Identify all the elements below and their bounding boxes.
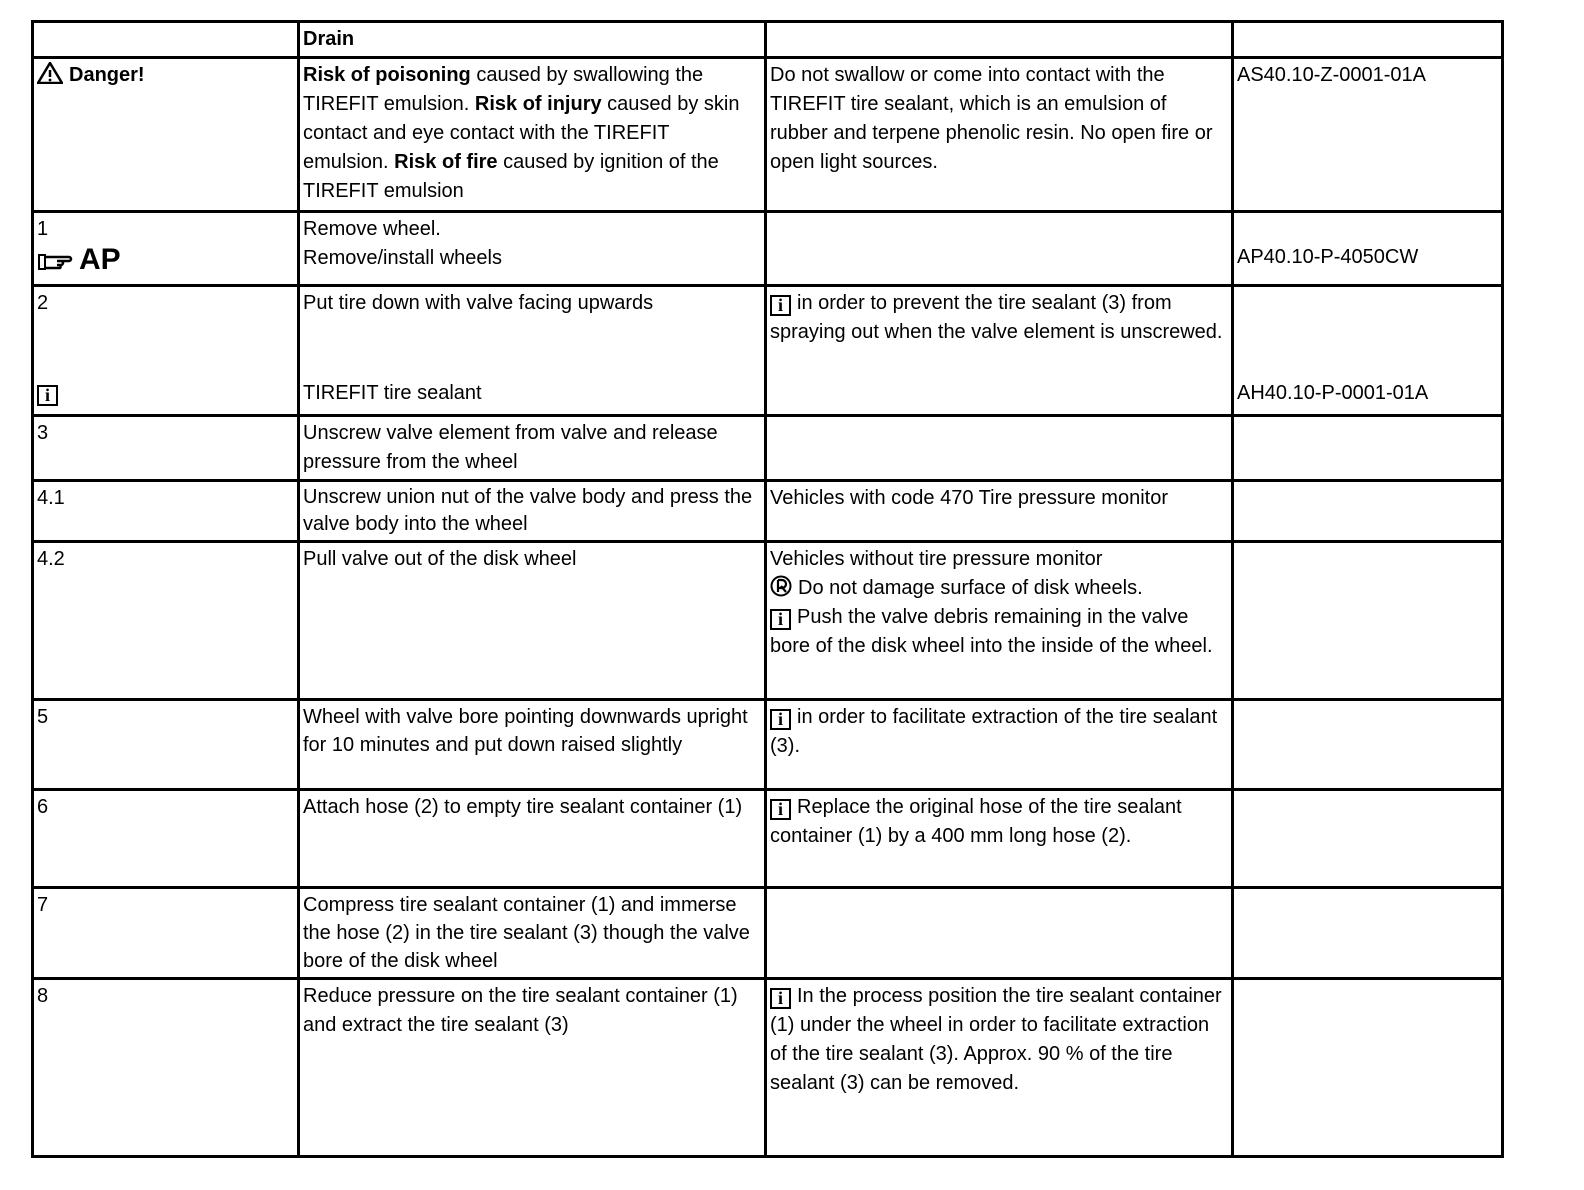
step-note-empty: [766, 212, 1233, 286]
risk-fire: Risk of fire: [394, 151, 498, 173]
danger-ref: AS40.10-Z-0001-01A: [1233, 58, 1503, 212]
step-text: Reduce pressure on the tire sealant container (1) and extract the tire sealant (3): [299, 979, 766, 1157]
step-ref-empty: [1233, 481, 1503, 542]
risk-poisoning: Risk of poisoning: [303, 64, 471, 86]
step-note: [766, 286, 1233, 416]
step-note-line-2: Do not damage surface of disk wheels.: [798, 577, 1143, 599]
step-number: 8: [33, 979, 299, 1157]
danger-note: Do not swallow or come into contact with the TIREFIT tire sealant, which is an emulsion of rubber and terpene phenolic resin. No open fire or open light sources.: [766, 58, 1233, 212]
step-note-line-3: Push the valve debris remaining in the valve bore of the disk wheel into the inside of the wheel.: [770, 606, 1213, 657]
step-row-8: [33, 979, 1503, 1157]
danger-label-cell: [33, 58, 299, 212]
danger-label: Danger!: [69, 64, 145, 86]
info-icon: i: [770, 295, 791, 316]
step-note: [766, 542, 1233, 700]
risk-poisoning-text: caused by swallowing the TIREFIT emulsion.: [303, 64, 704, 115]
step-number: 3: [33, 416, 299, 481]
info-icon: i: [770, 988, 791, 1009]
step-row-4-1: [33, 481, 1503, 542]
step-note-empty: [766, 416, 1233, 481]
step-ref-empty: [1233, 542, 1503, 700]
step-note-line-1: Vehicles without tire pressure monitor: [770, 548, 1103, 570]
risk-fire-text: caused by ignition of the TIREFIT emulsion: [303, 151, 719, 202]
step-number-cell: [33, 286, 299, 416]
step-link-tirefit[interactable]: TIREFIT tire sealant: [303, 382, 482, 404]
step-ref-empty: [1233, 700, 1503, 790]
step-ref-empty: [1233, 979, 1503, 1157]
step-note: [766, 700, 1233, 790]
step-note-text: in order to prevent the tire sealant (3) from spraying out when the valve element is unscrewed.: [770, 292, 1223, 343]
step-note-text: in order to facilitate extraction of the tire sealant (3).: [770, 706, 1218, 757]
header-empty-1: [33, 22, 299, 58]
step-text: Wheel with valve bore pointing downwards upright for 10 minutes and put down raised slightly: [299, 700, 766, 790]
step-text: Unscrew valve element from valve and release pressure from the wheel: [299, 416, 766, 481]
step-note: [766, 790, 1233, 888]
ref-link[interactable]: AP40.10-P-4050CW: [1237, 246, 1419, 268]
danger-risks: [299, 58, 766, 212]
step-number: 5: [33, 700, 299, 790]
step-row-4-2: [33, 542, 1503, 700]
procedure-table: [31, 20, 1504, 1158]
step-note-text: In the process position the tire sealant container (1) under the wheel in order to facilitate extraction of the tire sealant (3). Approx. 90 % of the tire sealant (3) can be removed.: [770, 985, 1222, 1094]
step-number-cell: [33, 212, 299, 286]
step-text-line-1: Put tire down with valve facing upwards: [303, 292, 654, 314]
info-icon: i: [770, 609, 791, 630]
step-ref-empty: [1233, 790, 1503, 888]
step-number: 7: [33, 888, 299, 979]
ref-link[interactable]: AH40.10-P-0001-01A: [1237, 382, 1429, 404]
step-text: Compress tire sealant container (1) and immerse the hose (2) in the tire sealant (3) though the valve bore of the disk wheel: [299, 888, 766, 979]
info-icon: i: [770, 709, 791, 730]
step-text-line-1: Remove wheel.: [303, 218, 441, 240]
warning-triangle-icon: [37, 62, 63, 84]
header-row: [33, 22, 1503, 58]
step-number: 4.2: [33, 542, 299, 700]
step-text: Unscrew union nut of the valve body and press the valve body into the wheel: [299, 481, 766, 542]
info-icon: i: [770, 799, 791, 820]
step-link-remove-install-wheels[interactable]: Remove/install wheels: [303, 247, 502, 269]
step-note: Vehicles with code 470 Tire pressure monitor: [766, 481, 1233, 542]
step-note-text: Replace the original hose of the tire sealant container (1) by a 400 mm long hose (2).: [770, 796, 1182, 847]
step-row-5: [33, 700, 1503, 790]
step-number: 2: [37, 292, 49, 314]
step-row-2: [33, 286, 1503, 416]
step-ref: [1233, 286, 1503, 416]
step-text: [299, 286, 766, 416]
ap-label: AP: [79, 243, 121, 276]
header-empty-4: [1233, 22, 1503, 58]
step-ref-empty: [1233, 416, 1503, 481]
step-number: 1: [37, 218, 49, 240]
header-title: Drain: [299, 22, 766, 58]
step-ref-empty: [1233, 888, 1503, 979]
step-row-6: [33, 790, 1503, 888]
damage-warning-icon: [770, 575, 792, 597]
step-row-7: [33, 888, 1503, 979]
info-icon: i: [37, 385, 58, 406]
step-note-empty: [766, 888, 1233, 979]
step-row-1: [33, 212, 1503, 286]
step-number: 6: [33, 790, 299, 888]
risk-injury: Risk of injury: [474, 93, 602, 115]
pointing-hand-icon: [37, 249, 77, 273]
step-note: [766, 979, 1233, 1157]
header-empty-3: [766, 22, 1233, 58]
step-text: Attach hose (2) to empty tire sealant container (1): [299, 790, 766, 888]
step-text: [299, 212, 766, 286]
step-text: Pull valve out of the disk wheel: [299, 542, 766, 700]
step-number: 4.1: [33, 481, 299, 542]
step-ref: [1233, 212, 1503, 286]
step-row-3: [33, 416, 1503, 481]
risk-injury-text: caused by skin contact and eye contact with the TIREFIT emulsion.: [303, 93, 740, 173]
danger-row: [33, 58, 1503, 212]
